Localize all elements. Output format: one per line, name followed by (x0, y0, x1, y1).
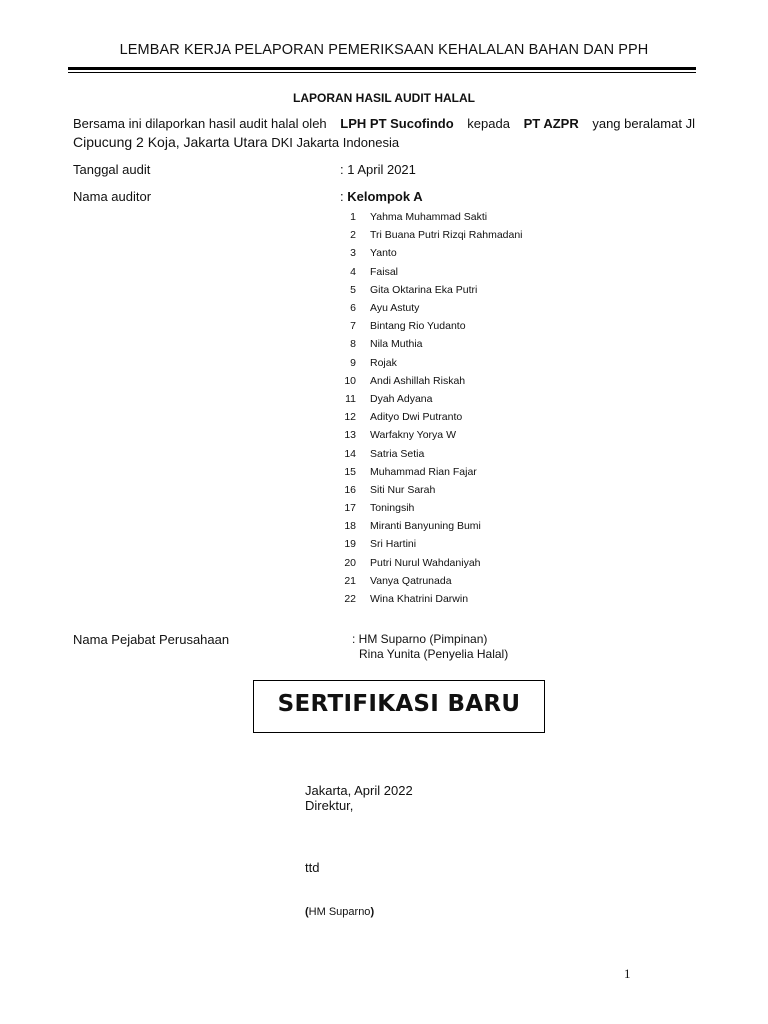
auditor-list-item (340, 463, 560, 481)
auditor-list-item (340, 263, 560, 281)
auditor-name: Bintang Rio Yudanto (370, 320, 466, 333)
document-header: LEMBAR KERJA PELAPORAN PEMERIKSAAN KEHALALAN BAHAN DAN PPH (119, 42, 649, 58)
auditor-list-item (340, 499, 560, 517)
auditor-name: Nila Muthia (370, 338, 423, 351)
report-title: LAPORAN HASIL AUDIT HALAL (293, 91, 475, 105)
auditor-number: 16 (344, 483, 356, 496)
auditor-name: Faisal (370, 265, 399, 278)
auditor-name: Muhammad Rian Fajar (370, 465, 477, 478)
auditor-number: 8 (350, 338, 356, 351)
auditor-list-item (340, 372, 560, 390)
auditor-group (340, 189, 423, 204)
auditor-number: 3 (350, 247, 356, 260)
auditor-name: Yahma Muhammad Sakti (370, 211, 488, 224)
certification-type: SERTIFIKASI BARU (277, 691, 521, 717)
auditor-name: Tri Buana Putri Rizqi Rahmadani (370, 229, 523, 242)
audit-date-value: : 1 April 2021 (340, 162, 416, 177)
intro-text-1: Bersama ini dilaporkan hasil audit halal oleh (73, 116, 327, 131)
header-rule-thin (68, 72, 696, 73)
auditor-number: 5 (350, 283, 356, 296)
auditor-list-item (340, 590, 560, 608)
auditor-number: 21 (344, 574, 356, 587)
intro-paragraph (73, 115, 695, 152)
auditor-prefix: : (340, 189, 348, 204)
auditor-number: 11 (345, 392, 356, 405)
auditor-list-item (340, 572, 560, 590)
auditor-name: Warfakny Yorya W (370, 429, 456, 442)
auditor-label: Nama auditor (73, 189, 152, 204)
auditor-number: 6 (350, 302, 356, 315)
auditor-number: 10 (344, 374, 356, 387)
signature-ttd: ttd (305, 860, 320, 875)
auditor-list-item (340, 208, 560, 226)
auditor-name: Sri Hartini (370, 538, 417, 551)
intro-line-2 (73, 133, 695, 152)
auditor-number: 18 (344, 520, 356, 533)
auditor-name: Siti Nur Sarah (370, 483, 436, 496)
auditor-number: 15 (344, 465, 356, 478)
auditor-name: Ayu Astuty (370, 302, 420, 315)
auditor-number: 1 (350, 211, 356, 224)
auditor-name: Rojak (370, 356, 397, 369)
auditor-list (340, 208, 560, 608)
auditor-number: 19 (344, 538, 356, 551)
auditor-list-item (340, 299, 560, 317)
intro-text-3: yang beralamat Jl (592, 116, 695, 131)
auditor-name: Toningsih (370, 502, 415, 515)
audit-date-label: Tanggal audit (73, 162, 151, 177)
auditor-list-item (340, 281, 560, 299)
intro-text-2: kepada (467, 116, 510, 131)
auditor-number: 2 (350, 229, 356, 242)
signature-open-paren: ( (305, 906, 309, 918)
auditor-number: 4 (350, 265, 356, 278)
auditor-list-item (340, 408, 560, 426)
auditor-list-item (340, 554, 560, 572)
auditor-group-name: Kelompok A (347, 189, 423, 204)
intro-company: PT AZPR (523, 116, 579, 131)
auditor-list-item (340, 426, 560, 444)
auditor-list-item (340, 317, 560, 335)
auditor-name: Dyah Adyana (370, 392, 433, 405)
header-rule-thick (68, 67, 696, 70)
auditor-name: Vanya Qatrunada (370, 574, 452, 587)
auditor-list-item (340, 481, 560, 499)
officials-line-2: Rina Yunita (Penyelia Halal) (359, 647, 509, 661)
intro-lph: LPH PT Sucofindo (340, 116, 454, 131)
auditor-number: 20 (344, 556, 356, 569)
auditor-name: Andi Ashillah Riskah (370, 374, 466, 387)
officials-label: Nama Pejabat Perusahaan (73, 632, 230, 647)
auditor-number: 22 (344, 593, 356, 606)
auditor-name: Putri Nurul Wahdaniyah (370, 556, 481, 569)
auditor-number: 7 (350, 320, 356, 333)
auditor-list-item (340, 226, 560, 244)
auditor-list-item (340, 535, 560, 553)
auditor-name: Adityo Dwi Putranto (370, 411, 463, 424)
auditor-list-item (340, 335, 560, 353)
auditor-list-item (340, 354, 560, 372)
signature-role: Direktur, (305, 798, 354, 813)
auditor-number: 12 (344, 411, 356, 424)
intro-region: DKI Jakarta Indonesia (271, 135, 400, 150)
auditor-list-item (340, 244, 560, 262)
auditor-list-item (340, 517, 560, 535)
officials-line-1: : HM Suparno (Pimpinan) (352, 632, 488, 646)
signature-close-paren: ) (370, 906, 375, 918)
signature-place-date: Jakarta, April 2022 (305, 783, 413, 798)
auditor-number: 14 (344, 447, 356, 460)
auditor-name: Miranti Banyuning Bumi (370, 520, 481, 533)
signature-name (305, 906, 374, 918)
signature-name-text: HM Suparno (308, 906, 371, 918)
intro-address: Cipucung 2 Koja, Jakarta Utara (73, 134, 268, 150)
auditor-name: Wina Khatrini Darwin (370, 593, 469, 606)
page-number: 1 (624, 966, 631, 981)
auditor-name: Satria Setia (370, 447, 425, 460)
auditor-number: 13 (344, 429, 356, 442)
auditor-list-item (340, 444, 560, 462)
auditor-list-item (340, 390, 560, 408)
auditor-name: Gita Oktarina Eka Putri (370, 283, 478, 296)
auditor-name: Yanto (370, 247, 397, 260)
auditor-number: 17 (344, 502, 356, 515)
auditor-number: 9 (350, 356, 356, 369)
intro-line-1 (73, 115, 695, 133)
